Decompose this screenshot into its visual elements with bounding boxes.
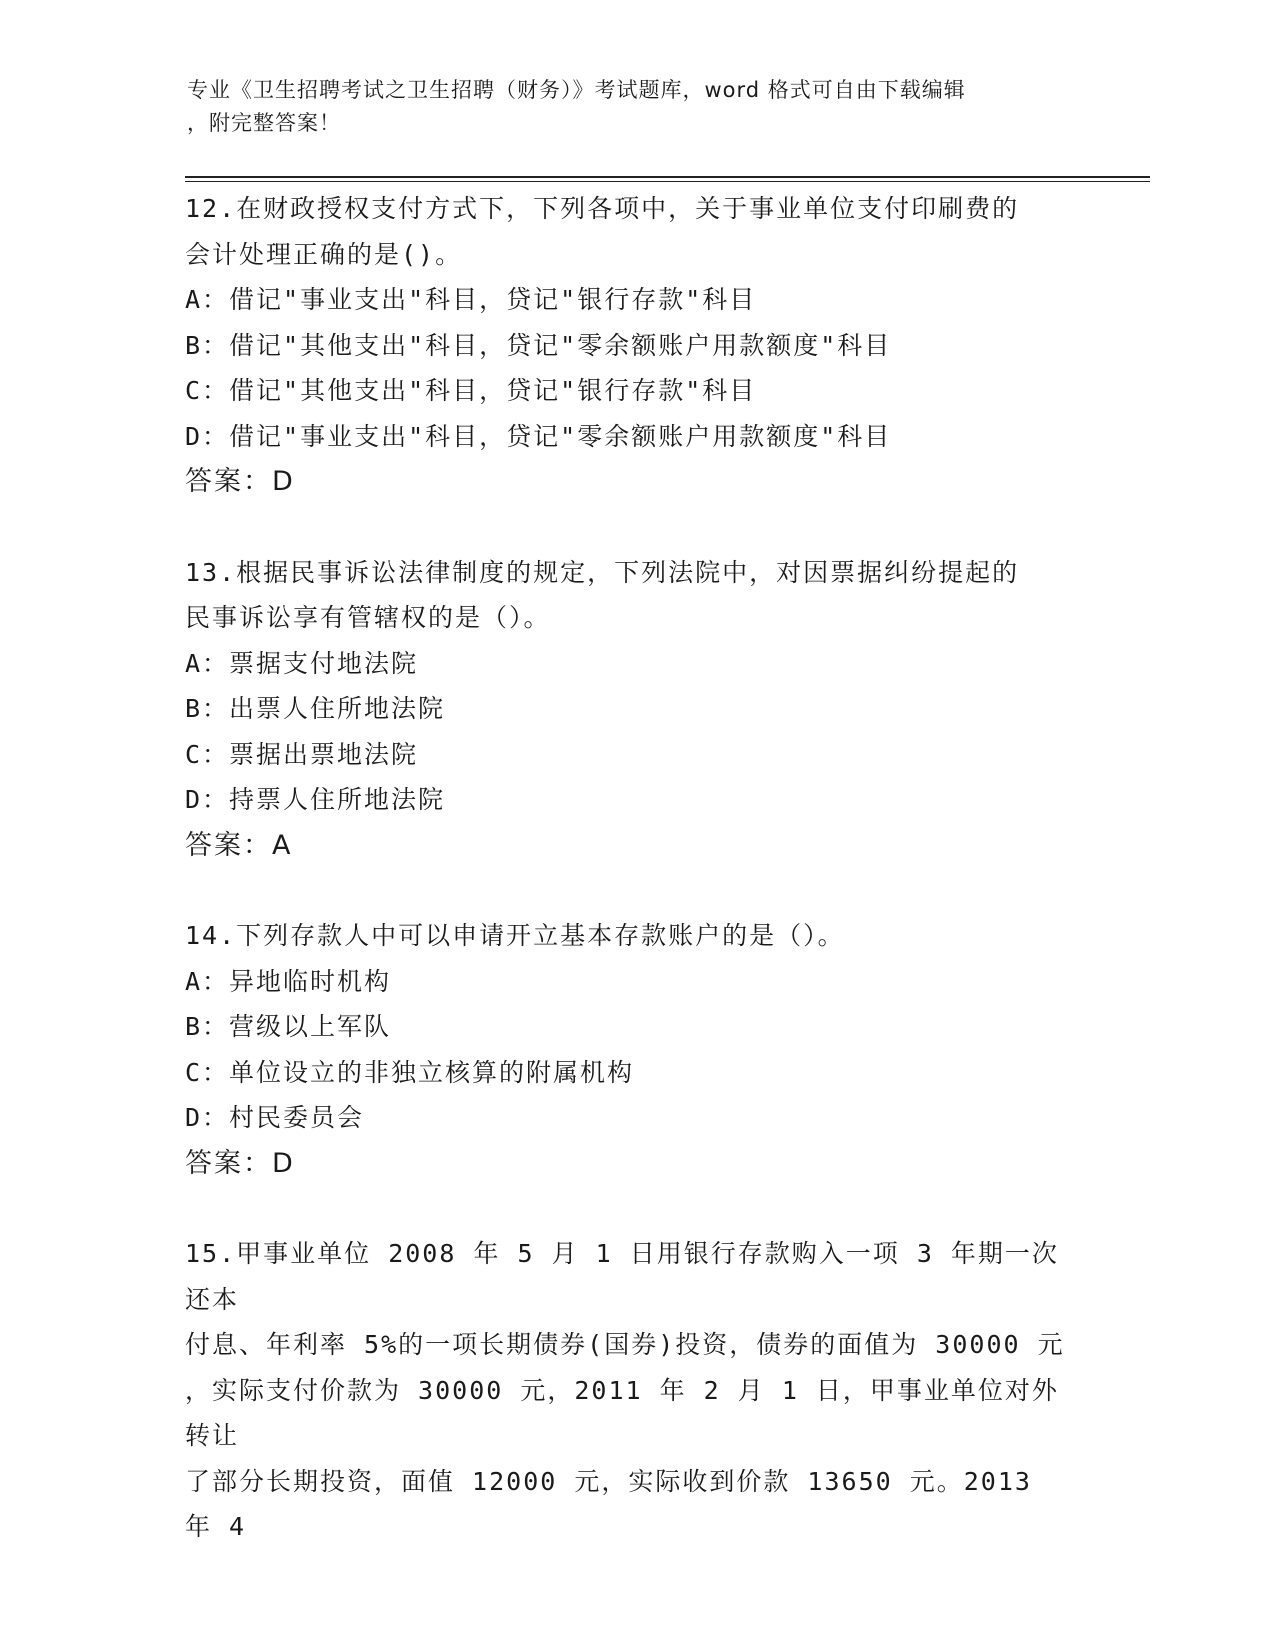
answer: 答案：D <box>185 1147 295 1179</box>
question-text: 14.下列存款人中可以申请开立基本存款账户的是（）。 <box>185 921 845 950</box>
answer: 答案：D <box>185 466 295 497</box>
question-text: 付息、年利率 5%的一项长期债券(国券)投资，债券的面值为 30000 元 <box>185 1330 1065 1359</box>
option-b: B：借记"其他支出"科目，贷记"零余额账户用款额度"科目 <box>185 330 892 360</box>
option-a: A：异地临时机构 <box>185 966 392 996</box>
question-15 <box>185 1231 1065 1550</box>
question-list <box>185 186 1065 1595</box>
question-text: ，实际支付价款为 30000 元，2011 年 2 月 1 日，甲事业单位对外转让 <box>185 1375 1059 1450</box>
option-c: C：票据出票地法院 <box>185 739 419 769</box>
question-12 <box>185 186 1065 505</box>
option-d: D：村民委员会 <box>185 1103 365 1132</box>
header-line-2: ，附完整答案！ <box>187 111 341 135</box>
question-text: 民事诉讼享有管辖权的是（）。 <box>185 603 551 632</box>
question-text: 会计处理正确的是()。 <box>185 239 463 269</box>
question-14 <box>185 913 1065 1186</box>
answer: 答案：A <box>185 829 293 861</box>
option-c: C：单位设立的非独立核算的附属机构 <box>185 1057 635 1087</box>
option-d: D：借记"事业支出"科目，贷记"零余额账户用款额度"科目 <box>185 421 892 451</box>
header-divider <box>185 176 1150 182</box>
header-line-1: 专业《卫生招聘考试之卫生招聘（财务）》考试题库，word 格式可自由下载编辑 <box>187 78 966 102</box>
option-b: B：出票人住所地法院 <box>185 694 446 723</box>
option-d: D：持票人住所地法院 <box>185 785 446 814</box>
option-a: A：借记"事业支出"科目，贷记"银行存款"科目 <box>185 285 757 314</box>
option-b: B：营级以上军队 <box>185 1012 392 1041</box>
question-13 <box>185 550 1065 869</box>
question-text: 了部分长期投资，面值 12000 元，实际收到价款 13650 元。2013 年 4 <box>185 1466 1032 1541</box>
question-text: 13.根据民事诉讼法律制度的规定，下列法院中，对因票据纠纷提起的 <box>185 557 1020 587</box>
question-text: 15.甲事业单位 2008 年 5 月 1 日用银行存款购入一项 3 年期一次还本 <box>185 1239 1059 1314</box>
option-c: C：借记"其他支出"科目，贷记"银行存款"科目 <box>185 376 757 405</box>
document-header <box>187 74 1067 140</box>
option-a: A：票据支付地法院 <box>185 648 419 678</box>
question-text: 12.在财政授权支付方式下，下列各项中，关于事业单位支付印刷费的 <box>185 194 1020 223</box>
